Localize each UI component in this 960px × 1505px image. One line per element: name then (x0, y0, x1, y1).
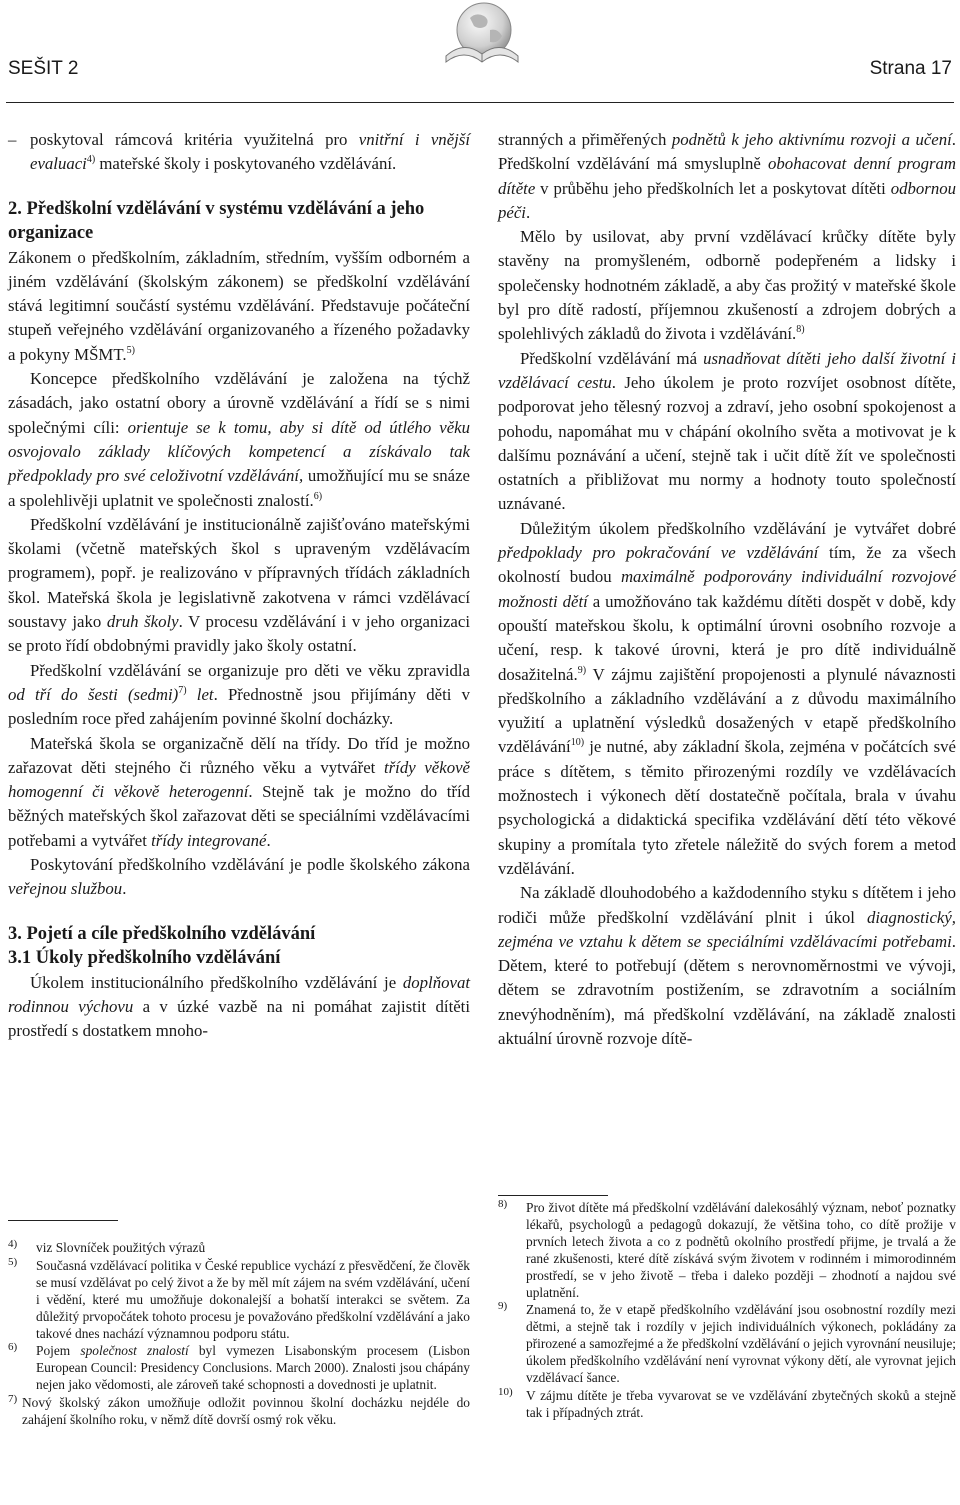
list-dash: – (8, 130, 17, 149)
footnote: 7) Nový školský zákon umožňuje odložit povinnou školní docházku nejdéle do zahájení školního roku, v němž dítě dovrší osmý rok věku. (8, 1393, 470, 1428)
paragraph: Na základě dlouhodobého a každodenního styku s dítětem i jeho rodiči může předškolní vzdělávání plnit i úkol diagnostický, zejména ve vztahu k dětem se speciálními vzdělávacími potřebami. Dětem, které to potřebují (dětem s nerovnoměrnostmi ve vývoji, dětem se zdravotním postižením, se zdravotním a sociálním znevýhodněním), má předškolní vzdělávání, na základě znalosti aktuální úrovně rozvoje dítě- (498, 883, 956, 1048)
footnote-ref: 4) (86, 154, 96, 166)
paragraph: Zákonem o předškolním, základním, středním, vyšším odborném a jiném vzdělávání (školským zákonem) se předškolní vzdělávání stává legitimní součástí systému vzdělávání. Představuje počáteční stupeň veřejného vzdělávání organizovaného a řízeného požadavky a pokyny MŠMT.$^{5)}$ (8, 247, 470, 364)
footnote: 8) Pro život dítěte má předškolní vzdělávání dalekosáhlý význam, neboť poznatky lékařů, psychologů a pedagogů dokazují, že většina toho, co dítě prožije v prvních letech života a co z podnětů okolního prostředí přijme, je trvalá a že rané zkušenosti, které dítě získává svým životem v rodinném i mimorodinném prostředí, se v jeho životě – třeba i daleko později – zhodnotí a najdou své uplatnění. (498, 1198, 956, 1300)
footnote-ref: 8) (796, 324, 805, 336)
footnote-ref: 10) (570, 737, 585, 749)
section-2-title: 2. Předškolní vzdělávání v systému vzdělávání a jeho organizace (8, 198, 425, 244)
header-page-number: Strana 17 (869, 58, 952, 79)
footnote-rule (8, 1220, 118, 1221)
header-section: SEŠIT 2 (8, 58, 79, 79)
paragraph: Předškolní vzdělávání je institucionálně zajišťováno mateřskými školami (včetně mateřských škol s upraveným vzdělávacím programem), popř. je realizováno v přípravných třídách základních škol. Mateřská škola je legislativně zakotvena v rámci vzdělávací soustavy jako druh školy. V procesu vzdělávání i v jeho organizaci se proto řídí obdobnými pravidly jako školy ostatní. (8, 514, 470, 656)
footnote: 6) Pojem společnost znalostí byl vymezen Lisabonským procesem (Lisbon European Council: Presidency Conclusions. March 2000). Znalosti jsou chápány nejen jako vědomosti, ale zároveň také schopnosti a dovednosti je uplatnit. (8, 1341, 470, 1393)
paragraph: Úkolem institucionálního předškolního vzdělávání je doplňovat rodinnou výchovu a v úzké vazbě na ni pomáhat zajistit dítěti prostředí s dostatkem mnoho- (8, 972, 471, 1041)
footnotes-right (498, 1200, 956, 1423)
paragraph: Koncepce předškolního vzdělávání je založena na týchž zásadách, jako ostatní obory a úrovně vzdělávání a řídí se s nimi společnými cíli: orientuje se k tomu, aby si dítě od útlého věku osvojovalo základy klíčových kompetencí a získávalo tak předpoklady pro své celoživotní vzdělávání, umožňující mu se snáze a spolehlivěji uplatnit ve společnosti znalostí.$^{6)}$ (8, 369, 471, 510)
paragraph: Předškolní vzdělávání se organizuje pro děti ve věku zpravidla od tří do šesti (sedmi)$^{7)}$ let. Přednostně jsou přijímány děti v posledním roce před zahájením povinné školní docházky. (8, 660, 470, 729)
right-column (498, 128, 956, 1051)
footnote: 10) V zájmu dítěte je třeba vyvarovat se ve vzdělávání zbytečných skoků a stejně tak i případných ztrát. (498, 1385, 956, 1420)
footnote-ref: 9) (577, 664, 587, 676)
section-3-title: 3. Pojetí a cíle předškolního vzdělávání (8, 923, 316, 944)
footnotes-left (8, 1240, 470, 1430)
header-rule (6, 102, 954, 103)
footnote-ref: 6) (313, 490, 323, 502)
paragraph: Důležitým úkolem předškolního vzdělávání je vytvářet dobré předpoklady pro pokračování ve vzdělávání tím, že za všech okolností budou maximálně podporovány individuální rozvojové možnosti dětí a umožňováno tak každému dítěti dospět v době, kdy opouští mateřskou školu, k optimální úrovni osobního rozvoje a učení, resp. k takové úrovni, která je pro dítě individuálně dosažitelná.$^{9)}$ V zájmu zajištění propojenosti a plynulé návaznosti předškolního a základního vzdělávání a z důvodu maximálního využití a uplatnění výsledků dosažených v etapě předškolního vzdělávání$^{10)}$ je nutné, aby základní škola, zejména v počátcích své práce s dítětem, s těmito přirozenými rozdíly ve vzdělávacích možnostech i výkonech dětí dostatečně počítala, brala v úvahu psychologická a didaktická specifika vzdělávání dětí této věkové skupiny a promítala tyto zřetele náležitě do svých forem a metod vzdělávání. (498, 518, 956, 878)
footnote-rule (498, 1195, 608, 1196)
paragraph: stranných a přiměřených podnětů k jeho aktivnímu rozvoji a učení. Předškolní vzdělávání má smysluplně obohacovat denní program dítěte v průběhu jeho předškolních let a poskytovat dítěti odbornou péči. (498, 130, 957, 222)
footnote: 4) viz Slovníček použitých výrazů (8, 1238, 206, 1255)
section-3-1-title: 3.1 Úkoly předškolního vzdělávání (8, 948, 281, 969)
footnote: 9) Znamená to, že v etapě předškolního vzdělávání jsou osobnostní rozdíly mezi dětmi, a stejně tak i rozdíly v jejich individuálních výkonech, pokládány za přirozené a samozřejmé a že předškolní vzdělávání o jejich vyrovnání neusiluje; úkolem předškolního vzdělávání není vyrovnat výkony dětí, ale vyrovnat jejich vzdělávací šance. (498, 1300, 956, 1386)
left-column (8, 128, 470, 1044)
paragraph: Mělo by usilovat, aby první vzdělávací krůčky dítěte byly stavěny na promyšleném, odborně podepřeném a lidsky i společensky hodnotném základě, a aby čas prožitý v mateřské škole byl pro dítě radostí, příjemnou zkušeností a zdrojem dobrých a spolehlivých základů do života i vzdělávání.$^{8)}$ (498, 227, 956, 344)
paragraph: Předškolní vzdělávání má usnadňovat dítěti jeho další životní i vzdělávací cestu. Jeho úkolem je proto rozvíjet osobnost dítěte, podporovat jeho tělesný rozvoj a zdraví, jeho osobní spokojenost a pohodu, napomáhat mu v chápání okolního světa a motivovat je k dalšímu poznávání a učení, stejně tak i učit dítě žít ve společnosti ostatních a přibližovat mu normy a hodnoty touto společností uznávané. (498, 348, 957, 514)
footnote-ref: 7) (178, 684, 187, 696)
footnote-ref: 5) (126, 344, 135, 356)
globe-book-logo (440, 0, 522, 72)
paragraph: Poskytování předškolního vzdělávání je podle školského zákona veřejnou službou. (8, 855, 470, 899)
footnote: 5) Současná vzdělávací politika v České republice vychází z přesvědčení, že člověk se musí vzdělávat po celý život a že by měl mít zájem na svém vzdělávání, učení i vědění, které mu umožňuje dokonalejší a bohatší interakci se světem. Za důležitý prvopočátek tohoto procesu je považováno předškolní vzdělávání a jako takové dnes nachází významnou podporu státu. (8, 1255, 470, 1341)
intro-list-item: – poskytoval rámcová kritéria využitelná pro vnitřní i vnější evaluaci$^{4)}$ mateřské školy i poskytovaného vzdělávání. (8, 130, 470, 174)
paragraph: Mateřská škola se organizačně dělí na třídy. Do tříd je možno zařazovat děti stejného či různého věku a vytvářet třídy věkově homogenní či věkově heterogenní. Stejně tak je možno do tříd běžných mateřských škol zařazovat děti se speciálními vzdělávacími potřebami a vytvářet třídy integrované. (8, 733, 471, 850)
